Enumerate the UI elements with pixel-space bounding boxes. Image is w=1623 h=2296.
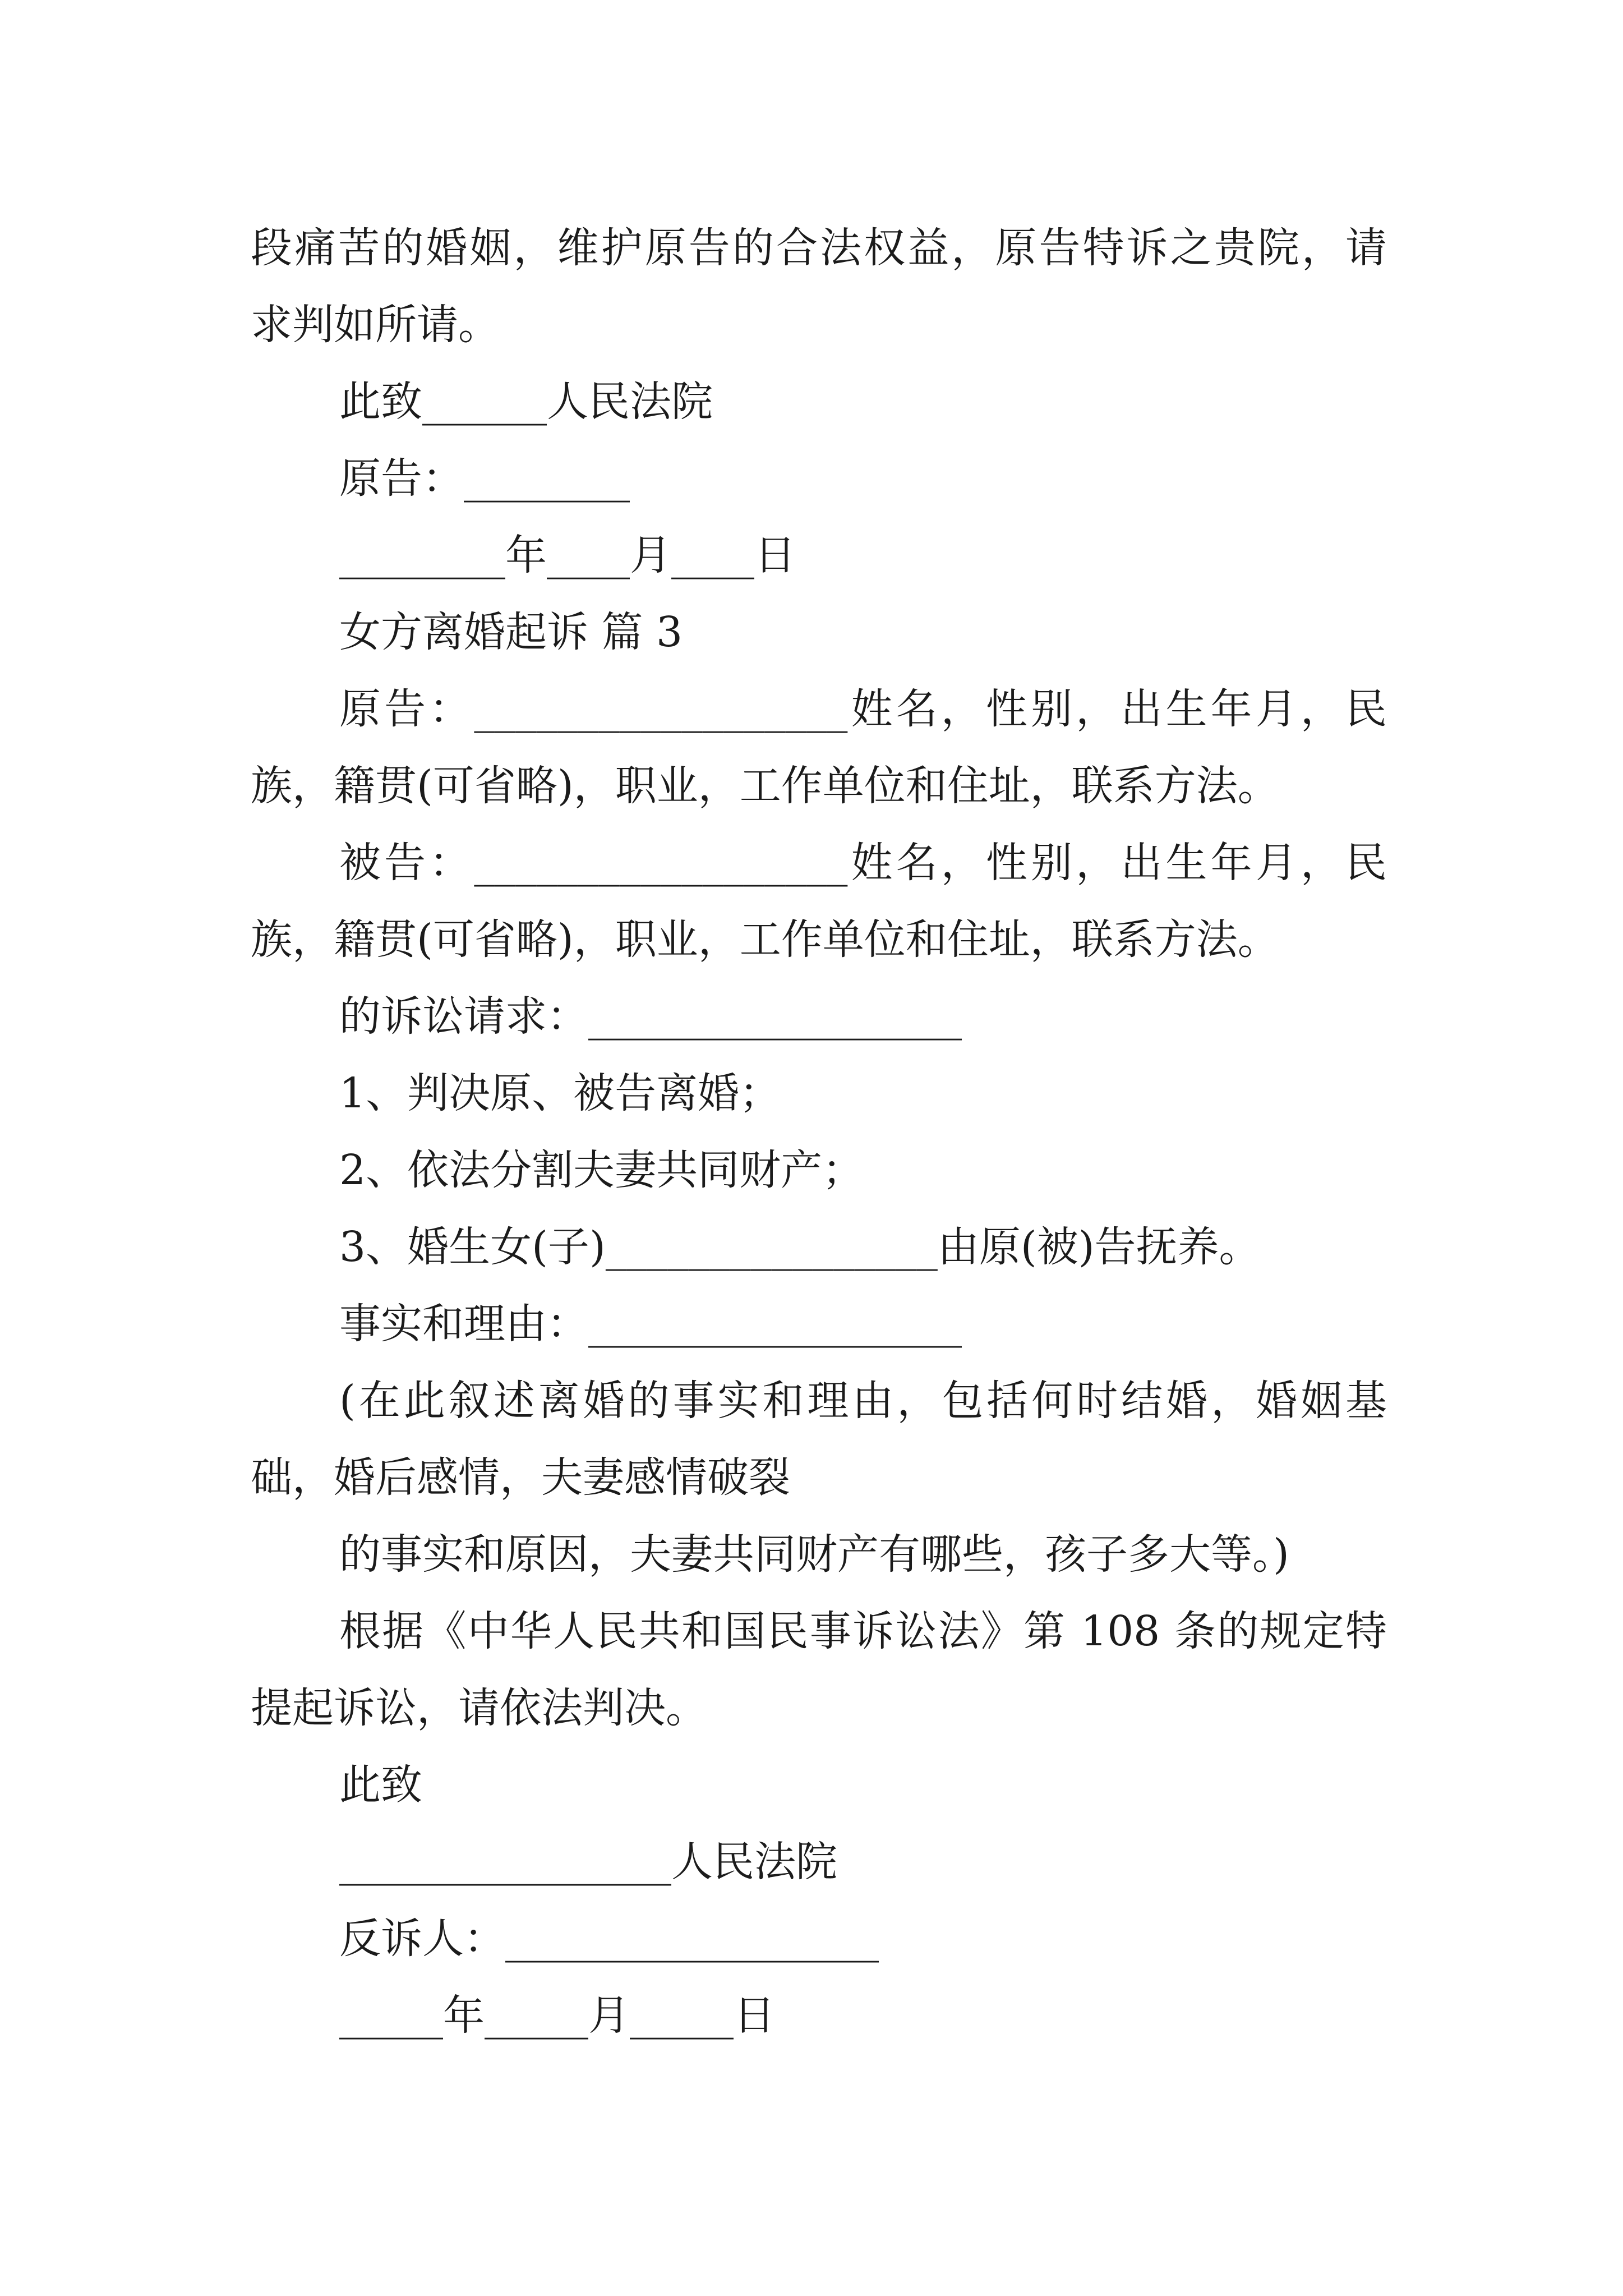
closing-date-line: _____年_____月_____日 [339, 1991, 775, 2040]
facts-heading: 事实和理由：__________________ [339, 1300, 962, 1348]
facts-note-line-1: (在此叙述离婚的事实和理由，包括何时结婚，婚姻基 [339, 1377, 1387, 1425]
previous-salutation: 此致______人民法院 [339, 378, 713, 426]
plaintiff-line-1: 原告：__________________姓名，性别，出生年月，民 [339, 685, 1387, 733]
claims-heading: 的诉讼请求：__________________ [339, 992, 962, 1041]
facts-note-line-2: 础，婚后感情，夫妻感情破裂 [251, 1453, 790, 1502]
claim-item-2: 2、依法分割夫妻共同财产； [339, 1146, 864, 1194]
claim-item-1: 1、判决原、被告离婚； [339, 1069, 781, 1117]
previous-plaintiff-signature: 原告：________ [339, 454, 630, 503]
counter-claimant-signature: 反诉人：__________________ [339, 1915, 879, 1963]
plaintiff-line-2: 族，籍贯(可省略)，职业，工作单位和住址，联系方法。 [251, 762, 1279, 810]
closing-salutation: 此致 [339, 1761, 422, 1809]
defendant-line-2: 族，籍贯(可省略)，职业，工作单位和住址，联系方法。 [251, 915, 1279, 964]
court-line: ________________人民法院 [339, 1838, 837, 1886]
section-title: 女方离婚起诉 篇 3 [339, 608, 683, 656]
defendant-line-1: 被告：__________________姓名，性别，出生年月，民 [339, 839, 1387, 887]
legal-basis-line-2: 提起诉讼，请依法判决。 [251, 1684, 707, 1732]
previous-date-line: ________年____月____日 [339, 531, 796, 579]
facts-note-line-3: 的事实和原因，夫妻共同财产有哪些，孩子多大等。) [339, 1530, 1289, 1579]
previous-body-line-1: 段痛苦的婚姻，维护原告的合法权益，原告特诉之贵院，请 [251, 224, 1387, 272]
claim-item-3: 3、婚生女(子)________________由原(被)告抚养。 [339, 1223, 1261, 1271]
previous-body-line-2: 求判如所请。 [251, 301, 500, 349]
document-body [251, 210, 1387, 2054]
legal-basis-line-1: 根据《中华人民共和国民事诉讼法》第 108 条的规定特 [339, 1607, 1387, 1655]
